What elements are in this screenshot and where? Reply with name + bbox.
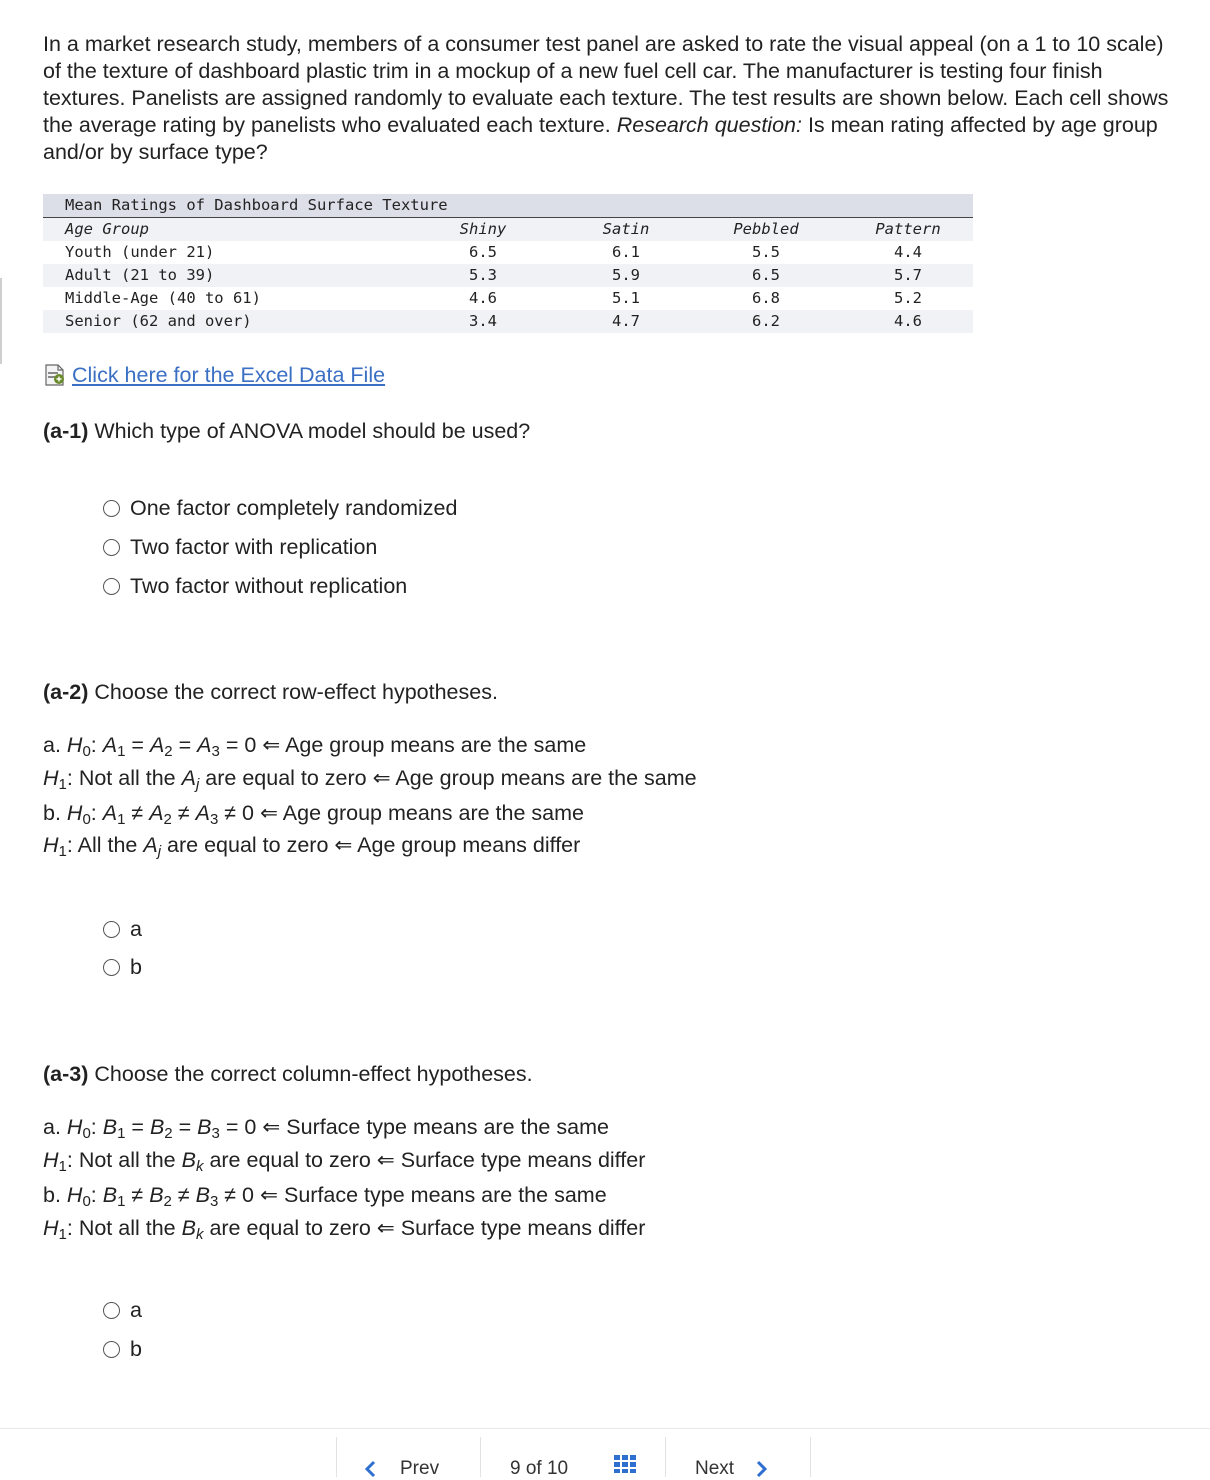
radio-button[interactable] [103,539,120,556]
ratings-table [43,194,973,333]
table-row: Senior (62 and over) 3.4 4.7 6.2 4.6 [43,310,973,333]
a2-hypothesis-a-h1: $H_1$: Not all the $A_j$ are equal to zero ⇐ Age group means are the same [43,766,697,793]
table-row: Youth (under 21) 6.5 6.1 5.5 4.4 [65,243,922,261]
question-a2: (a-2) Choose the correct row-effect hypotheses. [43,680,498,704]
a2-option-a[interactable]: a [103,916,142,942]
a1-option-two-factor-without-replication[interactable]: Two factor without replication [103,573,407,599]
radio-button[interactable] [103,1341,120,1358]
question-a3: (a-3) Choose the correct column-effect hypotheses. [43,1062,533,1086]
header-satin: Satin [602,220,650,238]
footer-divider [0,1428,1210,1429]
question-grid-button[interactable] [614,1455,642,1478]
next-button[interactable]: Next [695,1458,770,1480]
a3-option-a[interactable]: a [103,1297,142,1323]
nav-separator [810,1437,811,1477]
nav-separator [336,1437,337,1477]
grid-icon [614,1455,642,1473]
a2-hypothesis-b-h0: b. $H_0$: $A_1 \ne A_2 \ne A_3 \ne 0$ ⇐ Age group means are the same [43,801,584,828]
nav-separator [665,1437,666,1477]
a2-hypothesis-a-h0: a. $H_0$: $A_1 = A_2 = A_3 = 0$ ⇐ Age group means are the same [43,733,587,760]
page-indicator: 9 of 10 [510,1458,569,1479]
a2-hypothesis-b-h1: $H_1$: All the $A_j$ are equal to zero ⇐ Age group means differ [43,833,581,860]
radio-button[interactable] [103,1302,120,1319]
chevron-right-icon [754,1459,770,1479]
a1-option-one-factor[interactable]: One factor completely randomized [103,495,457,521]
table-row: Adult (21 to 39) 5.3 5.9 6.5 5.7 [43,264,973,287]
research-question-label: Research question: [616,113,802,137]
a3-hypothesis-a-h1: $H_1$: Not all the $B_k$ are equal to zero ⇐ Surface type means differ [43,1148,646,1175]
excel-file-icon [44,364,68,386]
radio-button[interactable] [103,578,120,595]
research-question-text: Is mean rating affected by age group and/or by surface type? [43,113,1158,164]
left-edge-rule [0,278,2,364]
nav-separator [480,1437,481,1477]
header-pattern: Pattern [875,220,941,238]
table-row: Middle-Age (40 to 61) 4.6 5.1 6.8 5.2 [65,289,922,307]
problem-statement [43,31,1173,166]
excel-data-file-link[interactable]: Click here for the Excel Data File [44,361,385,389]
intro-text: In a market research study, members of a consumer test panel are asked to rate the visual appeal (on a 1 to 10 scale) of the texture of dashboard plastic trim in a mockup of a new fuel cell car. The manufacturer is testing four finish textures. Panelists are assigned randomly to evaluate each texture. The test results are shown below. Each cell shows the average rating by panelists who evaluated each texture. [43,32,1169,137]
a3-hypothesis-b-h1: $H_1$: Not all the $B_k$ are equal to zero ⇐ Surface type means differ [43,1216,646,1243]
a1-option-two-factor-with-replication[interactable]: Two factor with replication [103,534,377,560]
radio-button[interactable] [103,959,120,976]
table-header-row [43,218,973,241]
question-a1: (a-1) Which type of ANOVA model should be used? [43,419,531,443]
header-age-group: Age Group [65,220,149,238]
a3-hypothesis-a-h0: a. $H_0$: $B_1 = B_2 = B_3 = 0$ ⇐ Surface type means are the same [43,1115,609,1142]
a3-option-b[interactable]: b [103,1336,142,1362]
a3-hypothesis-b-h0: b. $H_0$: $B_1 \ne B_2 \ne B_3 \ne 0$ ⇐ Surface type means are the same [43,1183,607,1210]
prev-button[interactable]: Prev [362,1458,439,1480]
radio-button[interactable] [103,500,120,517]
header-pebbled: Pebbled [733,220,799,238]
header-shiny: Shiny [459,220,507,238]
chevron-left-icon [362,1459,378,1479]
table-caption: Mean Ratings of Dashboard Surface Texture [43,194,973,218]
a2-option-b[interactable]: b [103,954,142,980]
radio-button[interactable] [103,921,120,938]
